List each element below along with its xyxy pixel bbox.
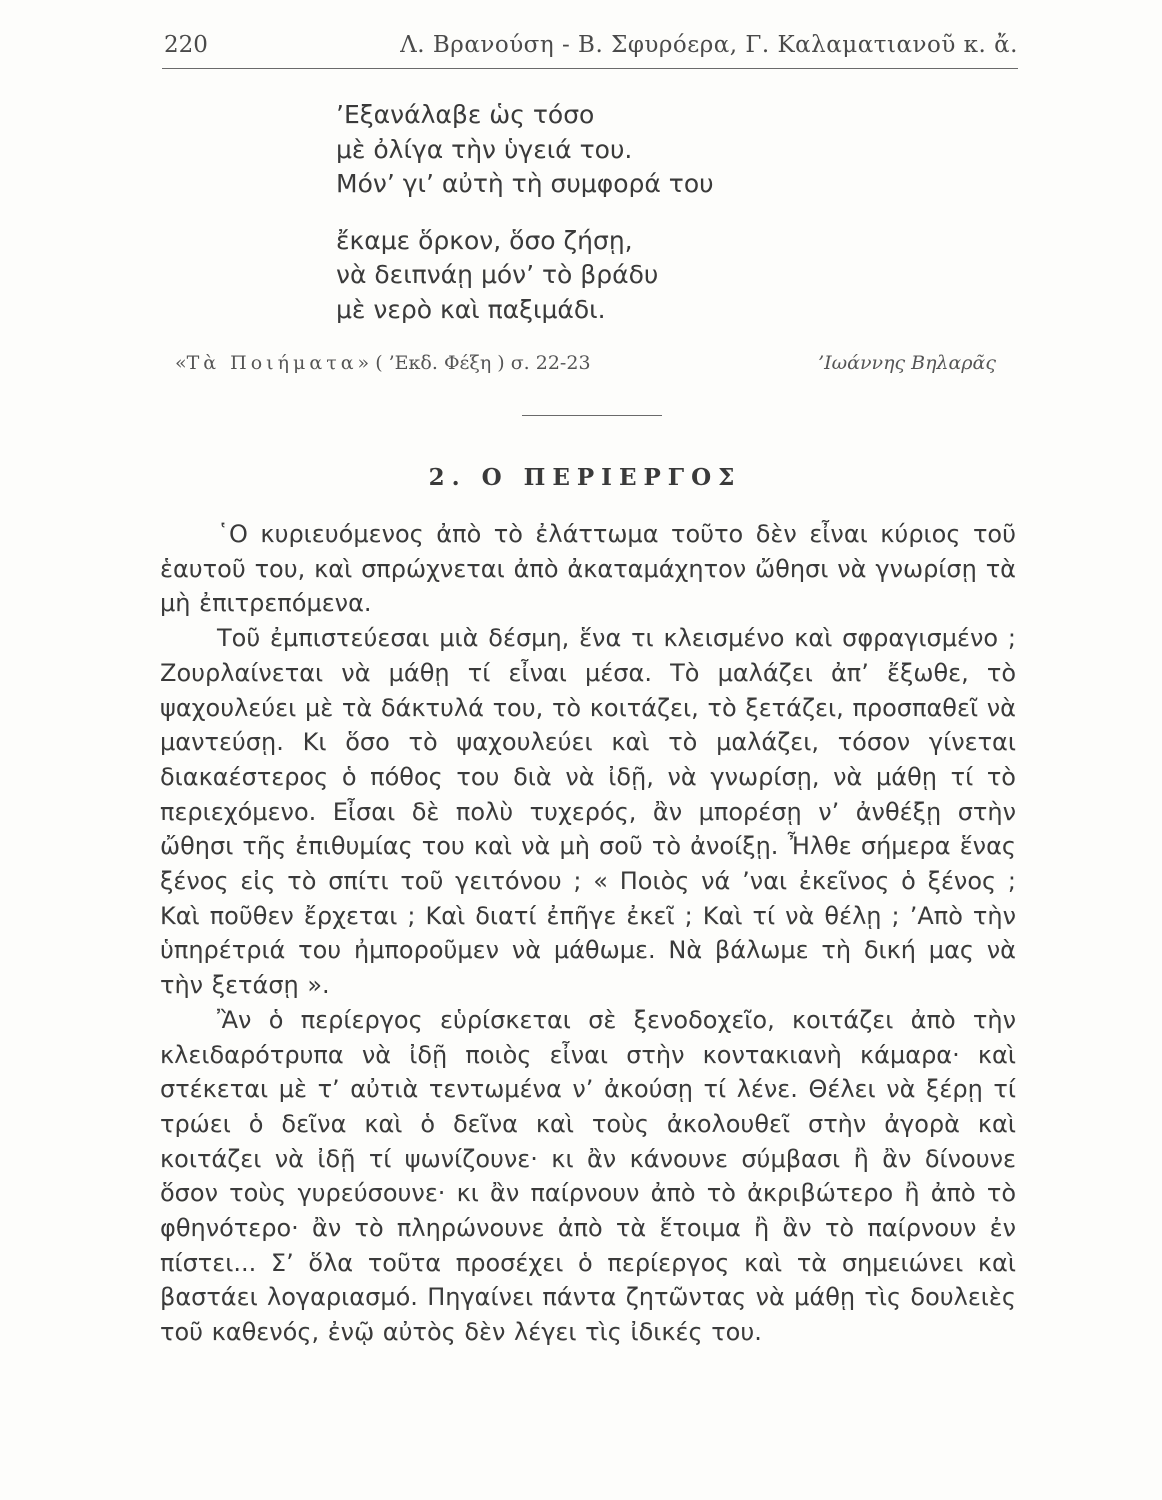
poem-line: μὲ ὀλίγα τὴν ὑγειά του. <box>336 134 633 164</box>
paragraph: ῾Ο κυριευόμενος ἀπὸ τὸ ἐλάττωμα τοῦτο δὲν εἶναι κύριος τοῦ ἑαυτοῦ του, καὶ σπρώχνεται ἀπὸ ἀκαταμάχητον ὤθησι νὰ γνωρίσῃ τὰ μὴ ἐπιτρεπόμενα. <box>160 520 1016 618</box>
section-heading: 2. Ο ΠΕΡΙΕΡΓΟΣ <box>428 464 742 491</box>
running-header <box>162 30 1018 69</box>
poem-stanza <box>336 224 896 328</box>
section-divider <box>522 415 662 416</box>
poem-line: νὰ δειπνάῃ μόν’ τὸ βράδυ <box>336 260 659 289</box>
citation-title: Τὰ Ποιήματα <box>186 352 358 374</box>
running-head-authors: Λ. Βρανούση - Β. Σφυρόερα, Γ. Καλαματιανοῦ κ. ἄ. <box>400 32 1018 58</box>
poem-line: ἔκαμε ὅρκον, ὅσο ζήσῃ, <box>336 225 633 255</box>
paragraph: Ἂν ὁ περίεργος εὑρίσκεται σὲ ξενοδοχεῖο, κοιτάζει ἀπὸ τὴν κλειδαρότρυπα νὰ ἰδῇ ποιὸς εἶναι στὴν κοντακιανὴ κάμαρα· καὶ στέκεται μὲ τ’ αὐτιὰ τεντωμένα ν’ ἀκούσῃ τί λένε. Θέλει νὰ ξέρῃ τί τρώει ὁ δεῖνα καὶ ὁ δεῖνα καὶ τοὺς ἀκολουθεῖ στὴν ἀγορὰ καὶ κοιτάζει νὰ ἰδῇ τί ψωνίζουνε· κι ἂν κάνουνε σύμβασι ἢ ἂν δίνουνε ὅσον τοὺς γυρεύσουνε· κι ἂν παίρνουν ἀπὸ τὸ ἀκριβώτερο ἢ ἀπὸ τὸ φθηνότερο· ἂν τὸ πληρώνουνε ἀπὸ τὰ ἕτοιμα ἢ ἂν τὸ παίρνουν ἐν πίστει... Σ’ ὅλα τοῦτα προσέχει ὁ περίεργος καὶ τὰ σημειώνει καὶ βαστάει λογαριασμό. Πηγαίνει πάντα ζητῶντας νὰ μάθῃ τὶς δουλειὲς τοῦ καθενός, ἐνῷ αὐτὸς δὲν λέγει τὶς ἰδικές του. <box>160 1005 1016 1347</box>
poem-excerpt <box>336 98 896 349</box>
poem-line: μὲ νερὸ καὶ παξιμάδι. <box>336 294 606 324</box>
citation-source: «Τὰ Ποιήματα» ( ’Εκδ. Φέξη ) σ. 22-23 <box>175 352 591 374</box>
poem-stanza <box>336 98 896 202</box>
citation-author: ’Ιωάννης Βηλαρᾶς <box>818 352 996 374</box>
poem-line: ’Εξανάλαβε ὡς τόσο <box>336 100 595 129</box>
poem-citation <box>175 352 1000 382</box>
page-number: 220 <box>164 32 208 58</box>
poem-line: Μόν’ γι’ αὐτὴ τὴ συμφορά του <box>336 169 714 198</box>
body-text <box>160 517 1016 1350</box>
paragraph: Τοῦ ἐμπιστεύεσαι μιὰ δέσμη, ἕνα τι κλεισμένο καὶ σφραγισμένο ; Ζουρλαίνεται νὰ μάθῃ τί εἶναι μέσα. Τὸ μαλάζει ἀπ’ ἔξωθε, τὸ ψαχουλεύει μὲ τὰ δάκτυλά του, τὸ κοιτάζει, τὸ ξετάζει, προσπαθεῖ νὰ μαντεύσῃ. Κι ὅσο τὸ ψαχουλεύει καὶ τὸ μαλάζει, τόσον γίνεται διακαέστερος ὁ πόθος του διὰ νὰ ἰδῇ, νὰ γνωρίσῃ, νὰ μάθῃ τί τὸ περιεχόμενο. Εἶσαι δὲ πολὺ τυχερός, ἂν μπορέσῃ ν’ ἀνθέξῃ στὴν ὤθησι τῆς ἐπιθυμίας του καὶ νὰ μὴ σοῦ τὸ ἀνοίξῃ. Ἦλθε σήμερα ἕνας ξένος εἰς τὸ σπίτι τοῦ γειτόνου ; « Ποιὸς νά ’ναι ἐκεῖνος ὁ ξένος ; Καὶ ποῦθεν ἔρχεται ; Καὶ διατί ἐπῆγε ἐκεῖ ; Καὶ τί νὰ θέλῃ ; ’Απὸ τὴν ὑπηρέτριά του ἠμποροῦμεν νὰ μάθωμε. Νὰ βάλωμε τὴ δική μας νὰ τὴν ξετάσῃ ». <box>160 624 1016 1000</box>
